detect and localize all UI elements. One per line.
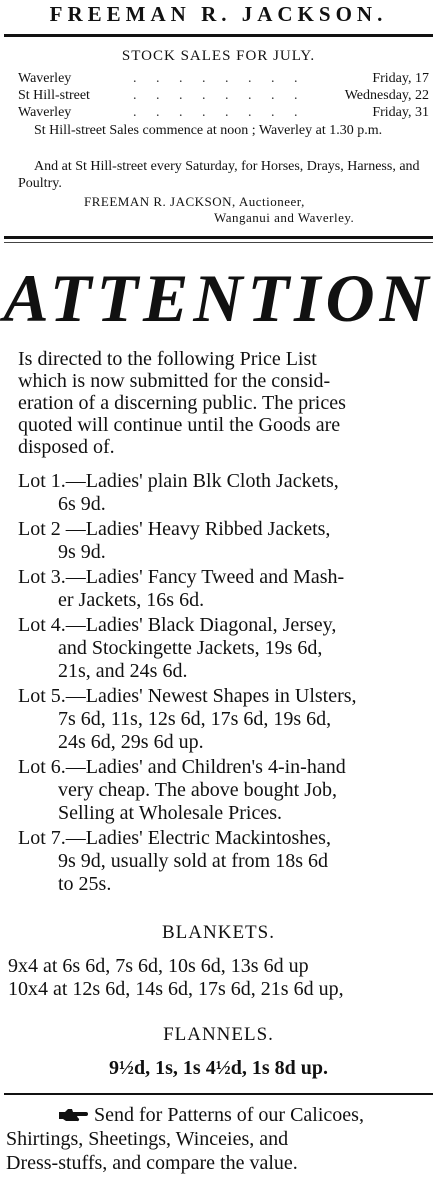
saturday-sales-note: And at St Hill-street every Saturday, for Horses, Drays, Harness, and Poultry. bbox=[18, 159, 420, 191]
lot-4-line: Lot 4.—Ladies' Black Diagonal, Jersey, bbox=[18, 614, 337, 636]
leader-dots: . . . . . . . . bbox=[133, 71, 306, 86]
flannels-heading: FLANNELS. bbox=[163, 1024, 274, 1045]
intro-line: which is now submitted for the consid- bbox=[18, 370, 331, 392]
sale-place: Waverley bbox=[18, 105, 72, 120]
intro-line: disposed of. bbox=[18, 436, 115, 458]
stock-sales-title: STOCK SALES FOR JULY. bbox=[121, 48, 316, 64]
auctioneer-locations: Wanganui and Waverley. bbox=[214, 210, 355, 225]
lot-7-line: 9s 9d, usually sold at from 18s 6d bbox=[58, 850, 328, 872]
pointing-hand-icon bbox=[58, 1107, 88, 1123]
blankets-price-line: 10x4 at 12s 6d, 14s 6d, 17s 6d, 21s 6d up, bbox=[8, 978, 344, 1000]
sales-time-note: St Hill-street Sales commence at noon ; Waverley at 1.30 p.m. bbox=[34, 123, 383, 138]
footer-line: Dress-stuffs, and compare the value. bbox=[6, 1152, 298, 1174]
blankets-price-line: 9x4 at 6s 6d, 7s 6d, 10s 6d, 13s 6d up bbox=[8, 955, 309, 977]
lot-5-price: 24s 6d, 29s 6d up. bbox=[58, 731, 204, 753]
sale-place: Waverley bbox=[18, 71, 72, 86]
section-rule bbox=[4, 236, 433, 239]
lot-2-price: 9s 9d. bbox=[58, 541, 106, 563]
footer-text: Send for Patterns of our Calicoes, bbox=[94, 1104, 364, 1126]
lot-4-price: 21s, and 24s 6d. bbox=[58, 660, 188, 682]
blankets-heading: BLANKETS. bbox=[162, 922, 275, 943]
sale-row bbox=[18, 70, 429, 87]
sale-place: St Hill-street bbox=[18, 88, 90, 103]
lot-3-price: er Jackets, 16s 6d. bbox=[58, 589, 205, 611]
advertiser-name: FREEMAN R. JACKSON. bbox=[49, 2, 388, 26]
lot-2-line: Lot 2 —Ladies' Heavy Ribbed Jackets, bbox=[18, 518, 331, 540]
lot-5-line: 7s 6d, 11s, 12s 6d, 17s 6d, 19s 6d, bbox=[58, 708, 332, 730]
lot-6-line: Selling at Wholesale Prices. bbox=[58, 802, 283, 824]
header-rule bbox=[4, 34, 433, 37]
lot-1-line: Lot 1.—Ladies' plain Blk Cloth Jackets, bbox=[18, 470, 339, 492]
lot-7-price: to 25s. bbox=[58, 873, 112, 895]
sale-date: Wednesday, 22 bbox=[344, 88, 429, 103]
leader-dots: . . . . . . . . bbox=[133, 105, 306, 120]
lot-3-line: Lot 3.—Ladies' Fancy Tweed and Mash- bbox=[18, 566, 345, 588]
lot-6-line: Lot 6.—Ladies' and Children's 4-in-hand bbox=[18, 756, 346, 778]
intro-paragraph bbox=[18, 348, 432, 458]
section-rule-thin bbox=[4, 242, 433, 243]
footer-rule bbox=[4, 1093, 433, 1095]
lot-1-price: 6s 9d. bbox=[58, 493, 106, 515]
intro-line: quoted will continue until the Goods are bbox=[18, 414, 341, 436]
intro-line: eration of a discerning public. The prices bbox=[18, 392, 346, 414]
sale-date: Friday, 17 bbox=[372, 71, 429, 86]
intro-line: Is directed to the following Price List bbox=[18, 348, 317, 370]
lot-4-line: and Stockingette Jackets, 19s 6d, bbox=[58, 637, 323, 659]
footer-line: Shirtings, Sheetings, Winceies, and bbox=[6, 1128, 289, 1150]
leader-dots: . . . . . . . . bbox=[133, 88, 306, 103]
sale-date: Friday, 31 bbox=[372, 105, 429, 120]
attention-heading: ATTENTION bbox=[3, 260, 434, 336]
lot-6-line: very cheap. The above bought Job, bbox=[58, 779, 337, 801]
lot-7-line: Lot 7.—Ladies' Electric Mackintoshes, bbox=[18, 827, 331, 849]
sale-row bbox=[18, 87, 429, 104]
footer-line bbox=[58, 1104, 364, 1126]
flannels-price-line: 9½d, 1s, 1s 4½d, 1s 8d up. bbox=[109, 1057, 328, 1079]
lot-5-line: Lot 5.—Ladies' Newest Shapes in Ulsters, bbox=[18, 685, 357, 707]
sale-row bbox=[18, 104, 429, 121]
auctioneer-signature: FREEMAN R. JACKSON, Auctioneer, bbox=[84, 194, 305, 209]
